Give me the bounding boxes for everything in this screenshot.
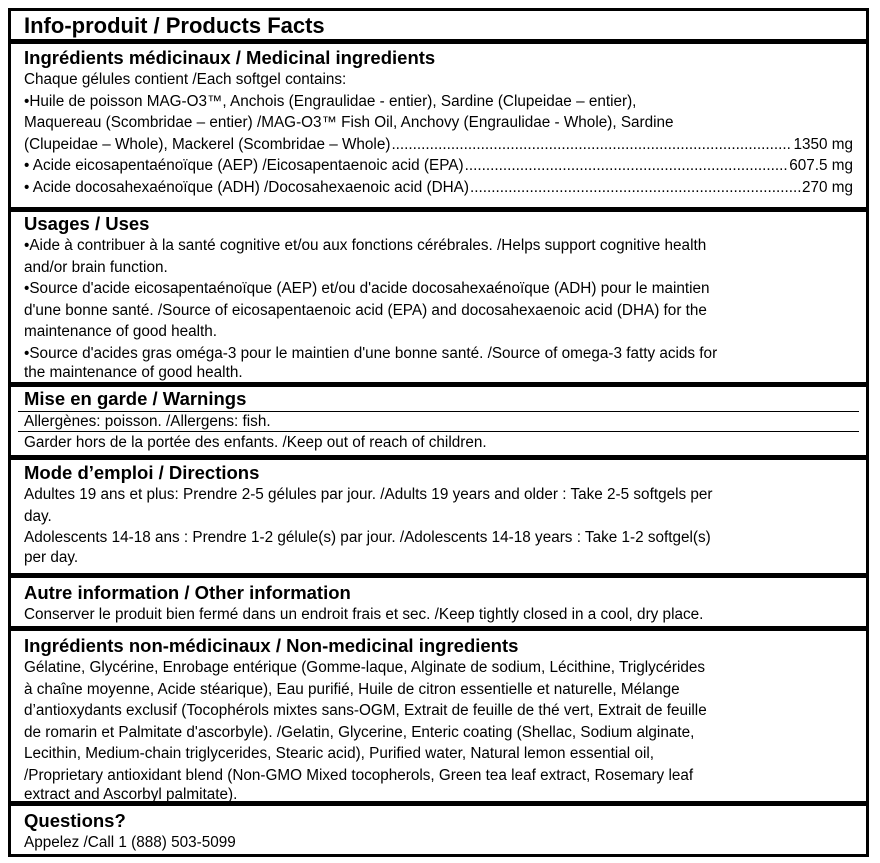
product-facts-panel xyxy=(8,8,869,857)
medicinal-intro: Chaque gélules contient /Each softgel contains: xyxy=(24,71,347,88)
leader-dots xyxy=(465,155,789,177)
uses-line: •Source d'acides gras oméga-3 pour le maintien d'une bonne santé. /Source of omega-3 fatty acids for xyxy=(24,344,718,362)
non-medicinal-line: à chaîne moyenne, Acide stéarique), Eau purifié, Huile de citron essentielle et naturelle, Mélange xyxy=(24,680,680,698)
fish-oil-line: •Huile de poisson MAG-O3™, Anchois (Engraulidae - entier), Sardine (Clupeidae – entier), xyxy=(24,92,637,110)
questions-phone-text: Appelez /Call 1 (888) 503-5099 xyxy=(24,834,236,851)
epa-label: • Acide eicosapentaénoïque (AEP) /Eicosapentaenoic acid (EPA) xyxy=(24,157,464,174)
uses-line: and/or brain function. xyxy=(24,258,168,276)
uses-line: maintenance of good health. xyxy=(24,323,218,340)
fish-oil-amount: 1350 mg xyxy=(793,135,853,153)
dha-amount: 270 mg xyxy=(801,178,853,196)
fish-oil-label: (Clupeidae – Whole), Mackerel (Scombridae – Whole) xyxy=(24,135,391,153)
other-information-text: Conserver le produit bien fermé dans un endroit frais et sec. /Keep tightly closed in a cool, dry place. xyxy=(24,606,704,623)
fish-oil-line: Maquereau (Scombridae – entier) /MAG-O3™ Fish Oil, Anchovy (Engraulidae - Whole), Sardine xyxy=(24,114,674,131)
epa-amount: 607.5 mg xyxy=(789,157,853,174)
directions-line: Adolescents 14-18 ans : Prendre 1-2 gélule(s) par jour. /Adolescents 14-18 years : Take 1-2 softgel(s) xyxy=(24,529,711,546)
directions-line: day. xyxy=(24,507,52,525)
uses-line: •Aide à contribuer à la santé cognitive et/ou aux fonctions cérébrales. /Helps support cognitive health xyxy=(24,237,707,254)
children-warning-text: Garder hors de la portée des enfants. /Keep out of reach of children. xyxy=(24,434,487,451)
directions-line: per day. xyxy=(24,548,79,566)
warnings-heading: Mise en garde / Warnings xyxy=(24,388,247,409)
non-medicinal-line: Gélatine, Glycérine, Enrobage entérique (Gomme-laque, Alginate de sodium, Lécithine, Triglycérides xyxy=(24,659,706,676)
directions-section xyxy=(11,460,866,578)
other-information-heading: Autre information / Other information xyxy=(24,582,351,603)
non-medicinal-heading: Ingrédients non-médicinaux / Non-medicinal ingredients xyxy=(24,635,519,656)
directions-line: Adultes 19 ans et plus: Prendre 2-5 gélules par jour. /Adults 19 years and older : Take 2-5 softgels per xyxy=(24,486,713,503)
allergens-text: Allergènes: poisson. /Allergens: fish. xyxy=(24,413,271,430)
questions-section xyxy=(11,806,866,854)
uses-section xyxy=(11,212,866,387)
fish-oil-amount-row xyxy=(24,134,853,156)
medicinal-ingredients-heading: Ingrédients médicinaux / Medicinal ingredients xyxy=(24,47,436,68)
leader-dots xyxy=(391,134,792,156)
dha-label: • Acide docosahexaénoïque (ADH) /Docosahexaenoic acid (DHA) xyxy=(24,178,469,196)
page-title: Info-produit / Products Facts xyxy=(24,13,325,38)
uses-line: d'une bonne santé. /Source of eicosapentaenoic acid (EPA) and docosahexaenoic acid (DHA) for the xyxy=(24,301,707,319)
non-medicinal-line: extract and Ascorbyl palmitate). xyxy=(24,786,238,803)
directions-heading: Mode d’emploi / Directions xyxy=(24,462,260,483)
non-medicinal-line: d’antioxydants exclusif (Tocophérols mixtes sans-OGM, Extrait de feuille de thé vert, Extrait de feuille xyxy=(24,702,707,719)
non-medicinal-line: /Proprietary antioxidant blend (Non-GMO Mixed tocopherols, Green tea leaf extract, Rosemary leaf xyxy=(24,766,694,784)
epa-row xyxy=(24,155,853,177)
non-medicinal-line: Lecithin, Medium-chain triglycerides, Stearic acid), Purified water, Natural lemon essential oil, xyxy=(24,745,654,762)
questions-heading: Questions? xyxy=(24,810,126,831)
other-information-section xyxy=(11,578,866,631)
non-medicinal-line: de romarin et Palmitate d'ascorbyle). /Gelatin, Glycerine, Enteric coating (Shellac, Sodium alginate, xyxy=(24,723,695,741)
title-section xyxy=(11,11,866,44)
leader-dots xyxy=(470,177,801,199)
uses-heading: Usages / Uses xyxy=(24,213,150,234)
warnings-section xyxy=(11,387,866,460)
dha-row xyxy=(24,177,853,199)
uses-line: the maintenance of good health. xyxy=(24,364,243,381)
uses-line: •Source d'acide eicosapentaénoïque (AEP) et/ou d'acide docosahexaénoïque (ADH) pour le maintien xyxy=(24,280,710,297)
medicinal-ingredients-section xyxy=(11,44,866,212)
non-medicinal-ingredients-section xyxy=(11,631,866,806)
